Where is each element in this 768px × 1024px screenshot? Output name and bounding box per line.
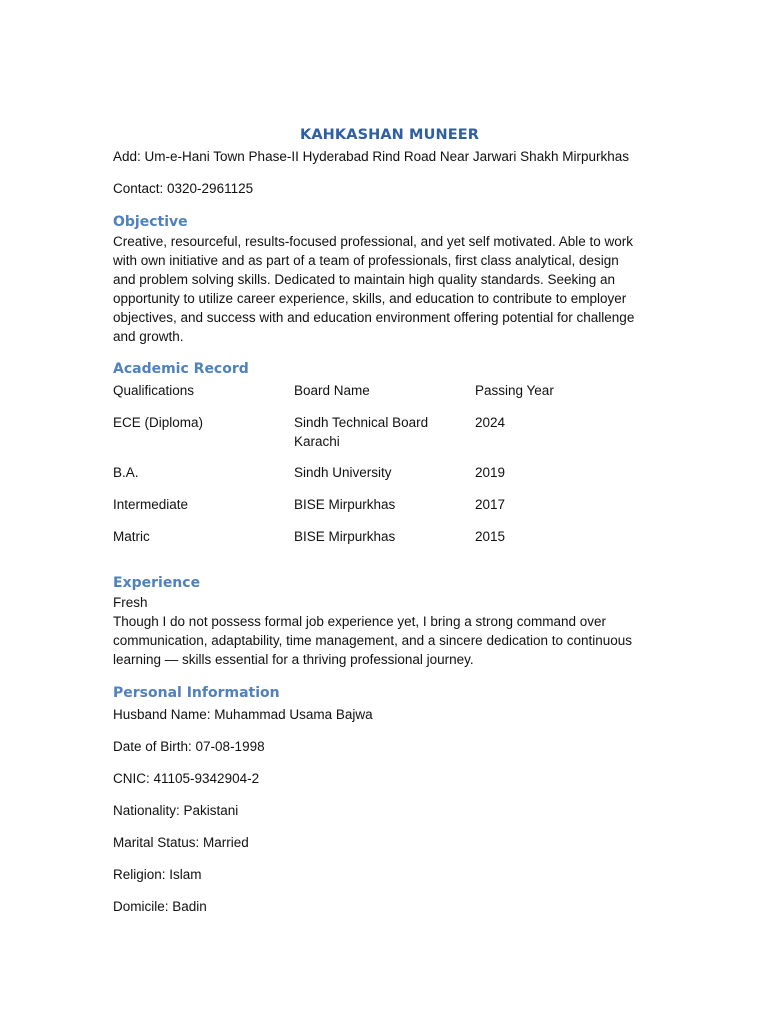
year-cell: 2019 xyxy=(475,465,506,480)
academic-table xyxy=(113,381,658,546)
board-cell: Sindh University xyxy=(294,465,392,480)
objective-line: opportunity to utilize career experience, skills, and education to contribute to employer xyxy=(113,291,627,306)
experience-status: Fresh xyxy=(113,595,148,610)
table-row xyxy=(113,463,658,482)
experience-paragraph xyxy=(113,612,658,669)
objective-line: and problem solving skills. Dedicated to maintain high quality standards. Seeking an xyxy=(113,272,616,287)
academic-heading: Academic Record xyxy=(113,361,249,377)
nationality: Nationality: Pakistani xyxy=(113,803,239,818)
year-cell: 2017 xyxy=(475,497,506,512)
table-row xyxy=(113,527,658,546)
resume-page xyxy=(113,125,658,916)
table-row xyxy=(113,495,658,514)
year-cell: 2015 xyxy=(475,529,506,544)
candidate-name: KAHKASHAN MUNEER xyxy=(300,127,479,143)
address-line: Add: Um-e-Hani Town Phase-II Hyderabad Rind Road Near Jarwari Shakh Mirpurkhas xyxy=(113,149,629,164)
column-header-year: Passing Year xyxy=(475,383,554,398)
marital-status: Marital Status: Married xyxy=(113,835,249,850)
board-line: Sindh Technical Board xyxy=(294,415,429,430)
objective-line: with own initiative and as part of a team of professionals, first class analytical, design xyxy=(113,253,619,268)
qualification-cell: B.A. xyxy=(113,465,139,480)
experience-heading: Experience xyxy=(113,575,201,591)
qualification-cell: Intermediate xyxy=(113,497,189,512)
board-line: Karachi xyxy=(294,434,340,449)
column-header-qualifications: Qualifications xyxy=(113,383,195,398)
table-row xyxy=(113,413,658,451)
objective-line: objectives, and success with and education environment offering potential for challenge xyxy=(113,310,635,325)
objective-heading: Objective xyxy=(113,214,188,230)
year-cell: 2024 xyxy=(475,415,506,430)
experience-line: Though I do not possess formal job experience yet, I bring a strong command over xyxy=(113,614,607,629)
board-cell: BISE Mirpurkhas xyxy=(294,529,396,544)
personal-info-heading: Personal Information xyxy=(113,685,280,701)
objective-line: Creative, resourceful, results-focused professional, and yet self motivated. Able to work xyxy=(113,234,634,249)
qualification-cell: Matric xyxy=(113,529,150,544)
table-header-row xyxy=(113,381,658,400)
objective-line: and growth. xyxy=(113,329,184,344)
domicile: Domicile: Badin xyxy=(113,899,207,914)
husband-name: Husband Name: Muhammad Usama Bajwa xyxy=(113,707,373,722)
qualification-cell: ECE (Diploma) xyxy=(113,415,204,430)
contact-line: Contact: 0320-2961125 xyxy=(113,181,254,196)
board-cell: BISE Mirpurkhas xyxy=(294,497,396,512)
objective-paragraph xyxy=(113,232,658,346)
cnic: CNIC: 41105-9342904-2 xyxy=(113,771,260,786)
religion: Religion: Islam xyxy=(113,867,202,882)
date-of-birth: Date of Birth: 07-08-1998 xyxy=(113,739,265,754)
board-cell xyxy=(294,413,475,451)
experience-line: communication, adaptability, time management, and a sincere dedication to continuous xyxy=(113,633,633,648)
experience-line: learning — skills essential for a thriving professional journey. xyxy=(113,652,474,667)
column-header-board: Board Name xyxy=(294,383,370,398)
